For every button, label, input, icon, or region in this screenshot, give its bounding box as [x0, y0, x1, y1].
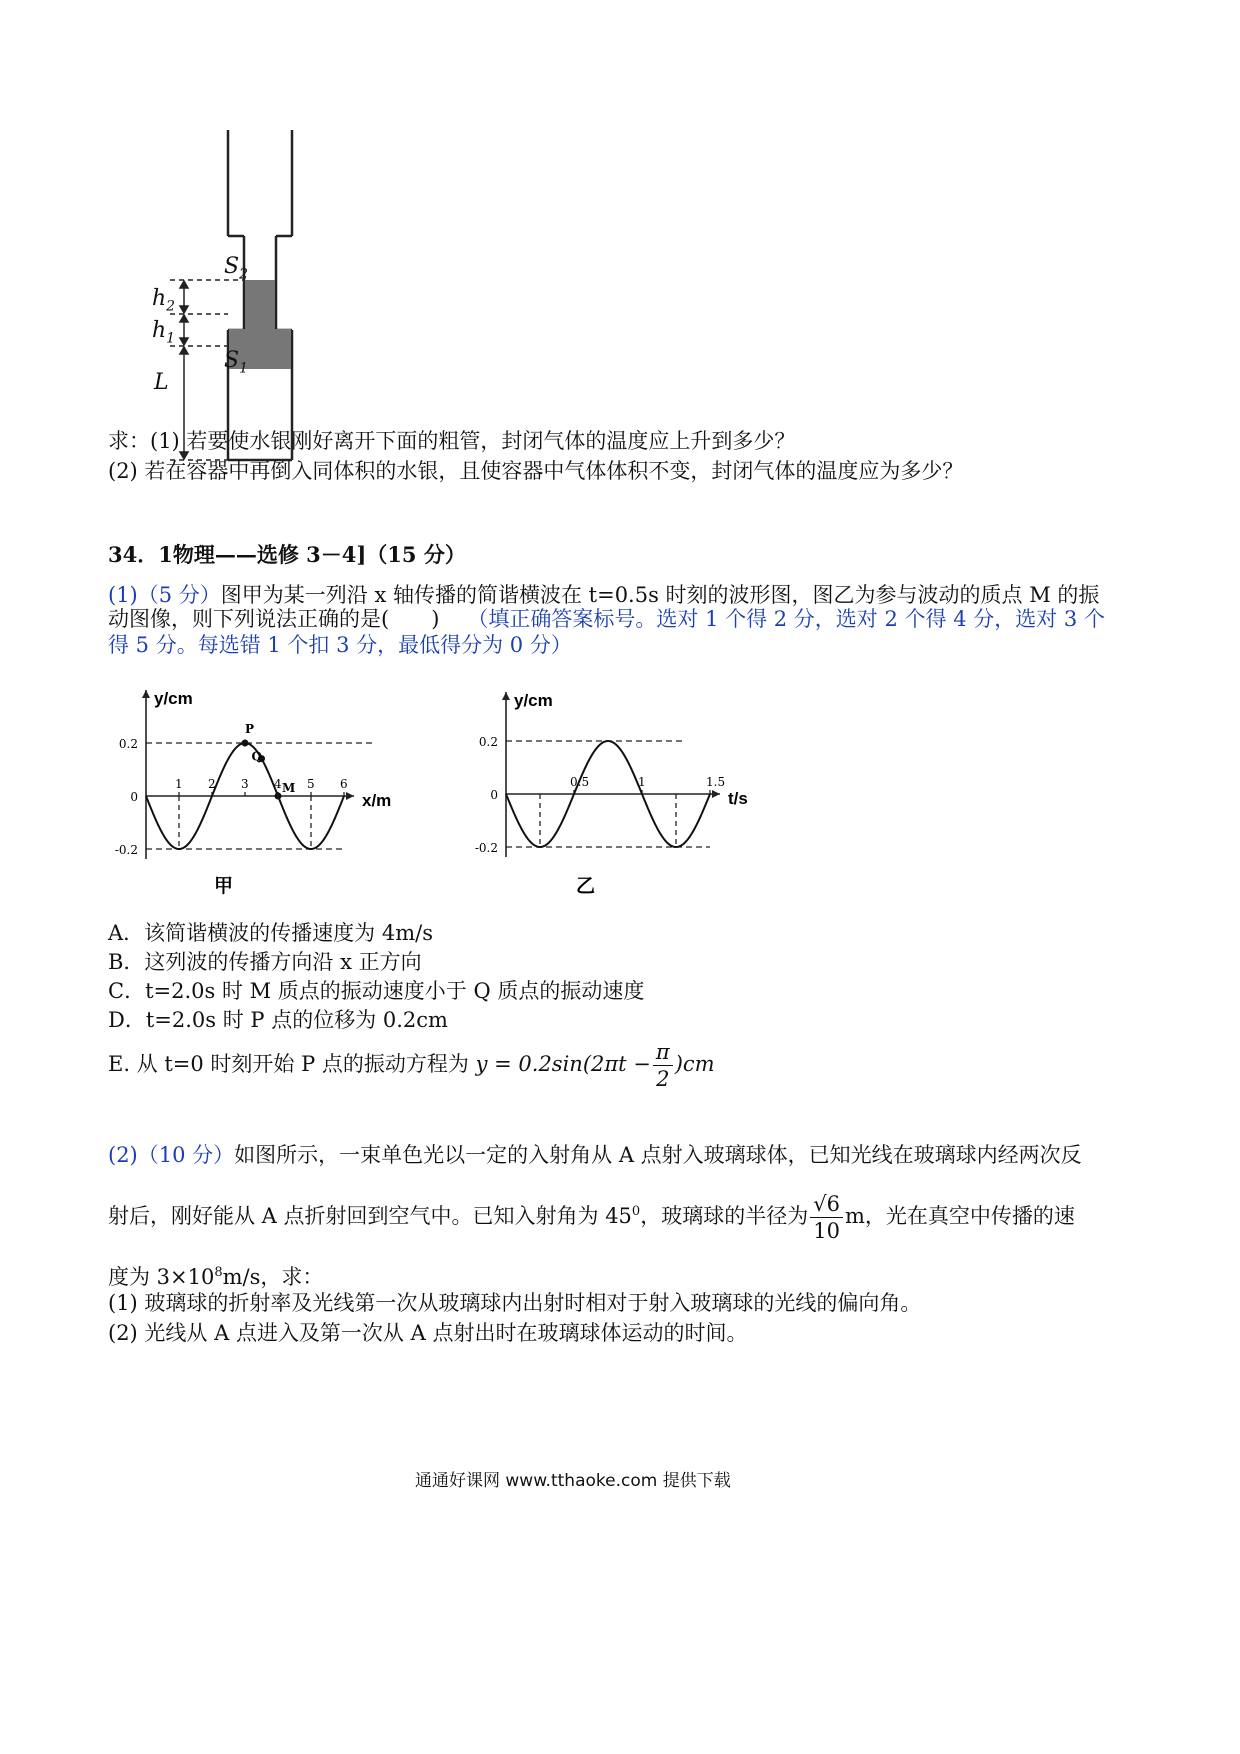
q34-part1-hint-b: （填正确答案标号。选对 1 个得 2 分，选对 2 个得 4 分，选对 3 个: [467, 607, 1105, 631]
jia-xtick-label: 3: [241, 777, 249, 791]
jia-x-arrow: [346, 792, 354, 800]
jia-xlabel: x/m: [362, 791, 392, 810]
yi-xtick-label: 0.5: [570, 775, 590, 789]
q34-radius-fraction: $\frac{√6}{10}$: [810, 1191, 843, 1244]
yi-x-arrow: [712, 790, 720, 798]
chart-yi-vibration: [460, 680, 770, 905]
jia-ylabel: y/cm: [154, 689, 193, 708]
mercury-column-narrow: [245, 280, 275, 331]
q34-part2-q2: (2) 光线从 A 点进入及第一次从 A 点射出时在玻璃球体运动的时间。: [108, 1321, 748, 1345]
q34-part1-hint-c: 得 5 分。每选错 1 个扣 3 分，最低得分为 0 分）: [108, 633, 572, 657]
option-e-formula-b: )cm: [674, 1052, 715, 1076]
yi-ytick-label: 0: [490, 788, 498, 802]
q34-part2-text-3b: m/s，求：: [222, 1265, 324, 1289]
q34-heading: 34．1物理——选修 3－4]（15 分）: [108, 542, 466, 567]
option-c: C．t=2.0s 时 M 质点的振动速度小于 Q 质点的振动速度: [108, 979, 645, 1003]
q34-part2-sup-exp: 8: [214, 1265, 223, 1280]
label-s2: $S_2$: [224, 254, 248, 283]
jia-point-p: [242, 740, 249, 747]
jia-ytick-label: 0: [130, 790, 138, 804]
q34-part1-text-b: 动图像，则下列说法正确的是( ): [108, 607, 440, 631]
label-h2: $h_2$: [152, 286, 176, 315]
q34-part2-line3: [108, 1258, 323, 1292]
q33-part1: 求：(1) 若要使水银刚好离开下面的粗管，封闭气体的温度应上升到多少？: [108, 429, 796, 453]
q34-part2-text-2b: ，玻璃球的半径为: [640, 1204, 809, 1228]
yi-xtick-label: 1.5: [706, 775, 726, 789]
page-footer: 通通好课网 www.tthaoke.com 提供下载: [415, 1471, 731, 1491]
yi-ytick-label: -0.2: [474, 841, 498, 855]
q34-part2-text-2c: m，光在真空中传播的速: [844, 1204, 1075, 1228]
yi-caption: 乙: [576, 875, 596, 897]
jia-point-label-q: Q: [251, 749, 262, 764]
jia-point-m: [275, 793, 282, 800]
q34-part2-line2: [108, 1184, 1075, 1244]
q33-part2: (2) 若在容器中再倒入同体积的水银，且使容器中气体体积不变，封闭气体的温度应为多少？: [108, 459, 964, 483]
yi-y-arrow: [502, 692, 510, 700]
q34-part2-sup-deg: 0: [631, 1204, 641, 1219]
q34-part1-prefix: (1)（5 分）: [108, 583, 221, 607]
jia-point-label-p: P: [245, 722, 255, 736]
option-e-formula-a: y = 0.2sin(2πt −: [475, 1052, 651, 1076]
label-s1: $S_1$: [224, 348, 248, 377]
yi-xtick-label: 1: [638, 775, 646, 789]
yi-ytick-label: 0.2: [478, 735, 498, 749]
jia-caption: 甲: [214, 875, 234, 897]
option-d: D．t=2.0s 时 P 点的位移为 0.2cm: [108, 1008, 448, 1032]
q34-part1-text-a: 图甲为某一列沿 x 轴传播的简谐横波在 t=0.5s 时刻的波形图，图乙为参与波动的质点 M 的振: [220, 583, 1100, 607]
option-e-prefix: E. 从 t=0 时刻开始 P 点的振动方程为: [108, 1052, 476, 1076]
jia-ytick-label: -0.2: [114, 843, 138, 857]
label-h1: $h_1$: [152, 318, 176, 347]
q34-part2-q1: (1) 玻璃球的折射率及光线第一次从玻璃球内出射时相对于射入玻璃球的光线的偏向角。: [108, 1291, 922, 1315]
label-L: L: [154, 370, 169, 395]
jia-xtick-label: 6: [340, 777, 348, 791]
chart-jia-wave: [110, 680, 400, 905]
jia-point-label-m: M: [282, 781, 296, 795]
jia-xtick-label: 2: [208, 777, 216, 791]
option-a: A．该简谐横波的传播速度为 4m/s: [108, 921, 433, 945]
jia-xtick-label: 1: [175, 777, 183, 791]
q34-part2-line1: [108, 1140, 1082, 1170]
option-e-fraction: $\frac{\pi}{2}$: [653, 1039, 673, 1092]
yi-ylabel: y/cm: [514, 691, 553, 710]
q34-part2-prefix: (2)（10 分）: [108, 1143, 235, 1167]
jia-ytick-label: 0.2: [118, 737, 138, 751]
jia-xtick-label: 4: [274, 777, 282, 791]
q34-part2-text-1: 如图所示，一束单色光以一定的入射角从 A 点射入玻璃球体，已知光线在玻璃球内经两次反: [234, 1143, 1082, 1167]
q34-part2-text-2a: 射后，刚好能从 A 点折射回到空气中。已知入射角为 45: [108, 1204, 632, 1228]
option-b: B．这列波的传播方向沿 x 正方向: [108, 950, 422, 974]
q34-part2-text-3a: 度为 3×10: [108, 1265, 215, 1289]
yi-xlabel: t/s: [728, 789, 748, 808]
jia-xtick-label: 5: [307, 777, 315, 791]
option-e: [108, 1036, 715, 1092]
jia-y-arrow: [142, 690, 150, 698]
